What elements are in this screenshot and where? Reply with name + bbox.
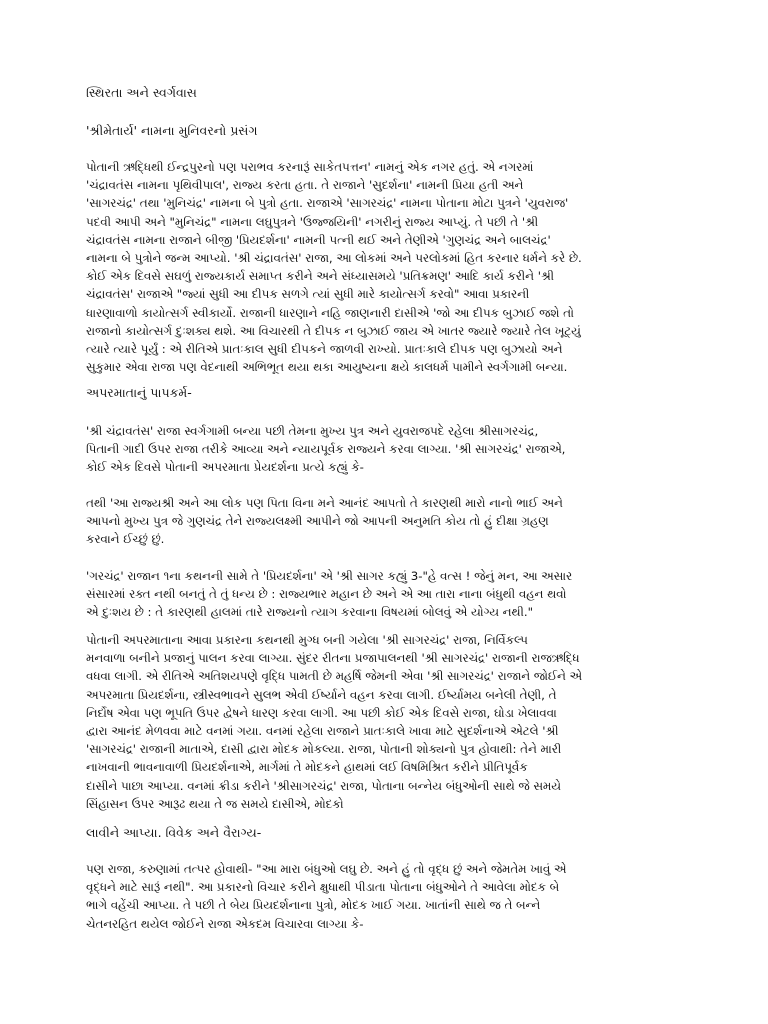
text-line: ભાગે વહેંચી આપ્યા. તે પછી તે બેય પ્રિયદર્શનાના પુત્રો, મોદક ખાઈ ગયા. ખાતાંની સાથે જ તે બન્ને <box>86 898 541 913</box>
text-line: તથી 'આ રાજ્યશ્રી અને આ લોક પણ પિતા વિના મને આનંદ આપતો તે કારણથી મારો નાનો ભાઈ અને <box>86 496 563 510</box>
text-line: નામના બે પુત્રોને જન્મ આપ્યો. 'શ્રી ચંદ્રાવતંસ' રાજા, આ લોકમાં અને પરલોકમાં હિત કરનાર ધર્મને કરે છે. <box>86 251 582 266</box>
text-line: દ્વારા આનંદ મેળવવા માટે વનમાં ગયા. વનમાં રહેલા રાજાને પ્રાતઃકાલે ખાવા માટે સુદર્શનાએ એટલે 'શ્રી <box>86 724 559 739</box>
text-line: કોઈ એક દિવસે પોતાની અપરમાતા પ્રેયદર્શના પ્રત્યે કહ્યું કે- <box>86 460 364 475</box>
paragraph-3 <box>86 494 563 549</box>
text-line: ધારણાવાળો કાયોત્સર્ગ સ્વીકાર્યો. રાજાની ધારણાને નહિ જાણનારી દાસીએ 'જો આ દીપક બુઝાઈ જશે તો <box>86 305 574 320</box>
text-line: સિંહાસન ઉપર આરૂઢ થયા તે જ સમયે દાસીએ, મોદકો <box>86 796 344 811</box>
text-line: એ દુઃશય છે : તે કારણથી હાલમાં તારે રાજ્યનો ત્યાગ કરવાના વિષયમાં બોલવું એ યોગ્ય નથી." <box>86 605 534 620</box>
text-line: વધવા લાગી. એ રીતિએ અતિશયપણે વૃદ્ધિ પામતી છે મહર્ષિ જેમની એવા 'શ્રી સાગરચંદ્ર' રાજાને જોઈને એ <box>86 669 582 684</box>
text-line: પોતાની ઋદ્ધિથી ઈન્દ્રપુરનો પણ પરાભવ કરનારૂં સાકેતપત્તન' નામનું એક નગર હતું. એ નગરમાં <box>86 160 534 174</box>
text-line: 'સાગરચંદ્ર' તથા 'મુનિચંદ્ર' નામના બે પુત્રો હતા. રાજાએ 'સાગરચંદ્ર' નામના પોતાના મોટા પુત્રને 'યુવરાજ' <box>86 196 569 211</box>
text-line: 'ચંદ્રાવતંસ નામના પૃથિવીપાલ', રાજ્ય કરતા હતા. તે રાજાને 'સુદર્શના' નામની પ્રિયા હતી અને <box>86 178 524 193</box>
text-line: મનવાળા બનીને પ્રજાનું પાલન કરવા લાગ્યા. સુંદર રીતના પ્રજાપાલનથી 'શ્રી સાગરચંદ્ર' રાજાની રાજઋદ્ધિ <box>86 651 580 666</box>
text-line: વૃદ્ધને માટે સારૂં નથી". આ પ્રકારનો વિચાર કરીને ક્ષુધાથી પીડાતા પોતાના બંધુઓને તે આવેલા મોદક બે <box>86 880 560 895</box>
paragraph-6 <box>86 860 566 933</box>
text-line: નિર્દોષ એવા પણ ભૂપતિ ઉપર દ્વેષને ધારણ કરવા લાગી. આ પછી કોઈ એક દિવસે રાજા, ઘોડા ખેલાવવા <box>86 705 557 720</box>
text-line: પણ રાજા, કરુણામાં તત્પર હોવાથી- "આ મારા બંધુઓ લઘુ છે. અને હું તો વૃદ્ધ છું અને જેમતેમ ખાવું એ <box>86 862 567 876</box>
text-line: ચંદ્રાવતંસ નામના રાજાને બીજી 'પ્રિયદર્શના' નામની પત્ની થઈ અને તેણીએ 'ગુણચંદ્ર અને બાલચંદ્ર' <box>86 232 551 247</box>
text-line: ચંદ્રાવતંસ' રાજાએ "જ્યાં સુધી આ દીપક સળગે ત્યાં સુધી મારે કાયોત્સર્ગ કરવો" આવા પ્રકારની <box>86 287 530 302</box>
text-line: 'સાગરચંદ્ર' રાજાની માતાએ, દાસી દ્વારા મોદક મોકલ્યા. રાજા, પોતાની શોક્યનો પુત્ર હોવાથી: તેને મારી <box>86 742 562 757</box>
text-line: સંસારમાં રક્ત નથી બનતું તે તું ધન્ય છે : રાજ્યભાર મહાન છે અને એ આ તારા નાના બંધુથી વહન થવો <box>86 587 567 602</box>
paragraph-4 <box>86 567 572 622</box>
paragraph-1 <box>86 158 582 376</box>
document-title: સ્થિરતા અને સ્વર્ગવાસ <box>86 85 197 100</box>
text-line: અપરમાતા પ્રિયદર્શના, સ્ત્રીસ્વભાવને સુલભ એવી ઈર્ષ્યાને વહન કરવા લાગી. ઈર્ષ્યામય બનેલી તેણી, તે <box>86 687 557 702</box>
text-line: ત્યારે ત્યારે પૂર્યું : એ રીતિએ પ્રાતઃકાલ સુધી દીપકને જાળવી રાખ્યો. પ્રાતઃકાલે દીપક પણ બુઝાયો અને <box>86 342 563 357</box>
section-heading: લાવીને આપ્યા. વિવેક અને વૈરાગ્ય- <box>86 825 262 840</box>
text-line: કોઈ એક દિવસે સઘળું રાજ્યકાર્ય સમાપ્ત કરીને અને સંધ્યાસમયે 'પ્રતિક્રમણ' આદિ કાર્ય કરીને 'શ્રી <box>86 269 554 284</box>
document-subtitle: 'શ્રીમેતાર્ય' નામના મુનિવરનો પ્રસંગ <box>86 123 258 138</box>
paragraph-2 <box>86 422 565 477</box>
text-line: ચેતનરહિત થયેલ જોઈને રાજા એકદમ વિચારવા લાગ્યા કે- <box>86 916 364 931</box>
text-line: 'ગરચંદ્ર' રાજાન ૧ના કથનની સામે તે 'પ્રિયદર્શના' એ 'શ્રી સાગર કહ્યું 3-"હે વત્સ ! જેનું મન, આ અસાર <box>86 569 573 583</box>
text-line: પદવી આપી અને "મુનિચંદ્ર" નામના લઘુપુત્રને 'ઉજ્જયિની' નગરીનું રાજ્ય આપ્યું. તે પછી તે 'શ્રી <box>86 214 539 229</box>
text-line: 'શ્રી ચંદ્રાવતંસ' રાજા સ્વર્ગગામી બન્યા પછી તેમના મુખ્ય પુત્ર અને યુવરાજપદે રહેલા શ્રીસાગરચંદ્ર, <box>86 424 539 438</box>
text-line: રાજાનો કાયોત્સર્ગ દુઃશક્ય થશે. આ વિચારથી તે દીપક ન બુઝાઈ જાય એ ખાતર જ્યારે જ્યારે તેલ ખૂટ્યું <box>86 323 581 338</box>
text-line: નાખવાની ભાવનાવાળી પ્રિયદર્શનાએ, માર્ગમાં તે મોદકને હાથમાં લઈ વિષમિશ્રિત કરીને પ્રીતિપૂર્વક <box>86 760 528 775</box>
text-line: પિતાની ગાદી ઉપર રાજા તરીકે આવ્યા અને ન્યાયપૂર્વક રાજ્યને કરવા લાગ્યા. 'શ્રી સાગરચંદ્ર' રાજાએ, <box>86 442 566 457</box>
text-line: સુકુમાર એવા રાજા પણ વેદનાથી અભિભૂત થયા થકા આયુષ્યના ક્ષયે કાલધર્મ પામીને સ્વર્ગગામી બન્યા. <box>86 360 568 375</box>
text-line: આપનો મુખ્ય પુત્ર જે ગુણચંદ્ર તેને રાજ્યલક્ષ્મી આપીને જો આપની અનુમતિ કોય તો હું દીક્ષા ગ્રહણ <box>86 514 549 529</box>
paragraph-5 <box>86 631 582 813</box>
text-line: પોતાની અપરમાતાના આવા પ્રકારના કથનથી મુગ્ધ બની ગયેલા 'શ્રી સાગરચંદ્ર' રાજા, નિર્વિકલ્પ <box>86 633 528 647</box>
text-line: કરવાને ઈચ્છું છું. <box>86 532 165 547</box>
text-line: દાસીને પાછા આપ્યા. વનમાં ક્રીડા કરીને 'શ્રીસાગરચંદ્ર' રાજા, પોતાના બન્નેય બંધુઓની સાથે જે સમયે <box>86 778 561 793</box>
section-heading: અપરમાતાનું પાપકર્મ- <box>86 385 192 400</box>
